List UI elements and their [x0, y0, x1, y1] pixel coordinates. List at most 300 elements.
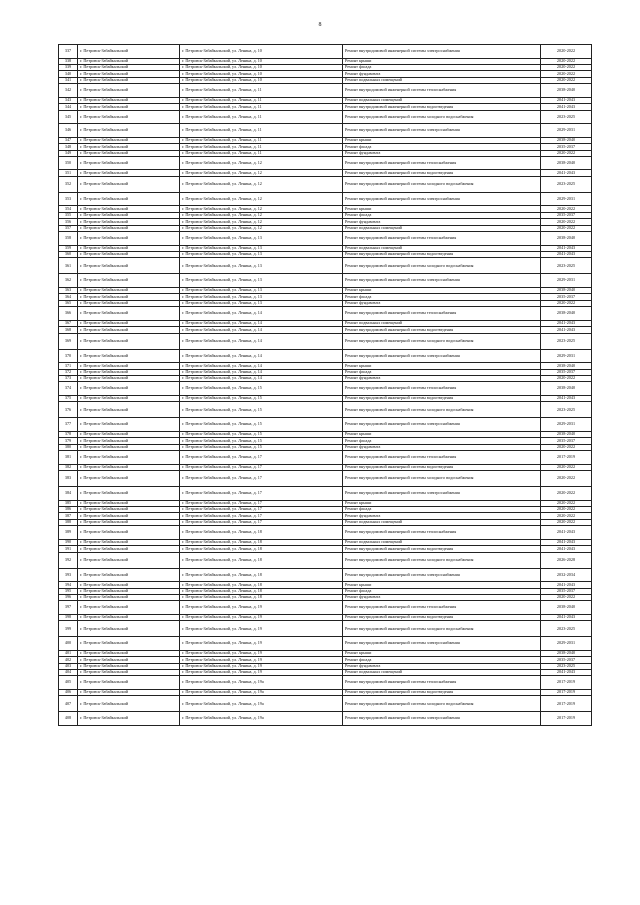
row-number-cell: 397 — [59, 601, 78, 615]
work-type-cell: Ремонт внутридомовой инженерной системы холодного водоснабжения — [343, 402, 541, 418]
address-cell: г. Петровск-Забайкальский, ул. Ленина, д. 10 — [180, 64, 343, 70]
address-cell: г. Петровск-Забайкальский, ул. Ленина, д. 11 — [180, 150, 343, 156]
municipality-cell: г. Петровск-Забайкальский — [78, 431, 180, 437]
work-type-cell: Ремонт крыши — [343, 582, 541, 588]
municipality-cell: г. Петровск-Забайкальский — [78, 712, 180, 726]
row-number-cell: 365 — [59, 300, 78, 306]
period-cell: 2029-2031 — [541, 637, 592, 651]
table-row — [59, 110, 592, 124]
period-cell: 2038-2040 — [541, 156, 592, 170]
work-type-cell: Ремонт внутридомовой инженерной системы холодного водоснабжения — [343, 696, 541, 712]
work-type-cell: Ремонт внутридомовой инженерной системы электроснабжения — [343, 568, 541, 582]
work-type-cell: Ремонт крыши — [343, 206, 541, 212]
row-number-cell: 395 — [59, 588, 78, 594]
work-type-cell: Ремонт внутридомовой инженерной системы водоотведения — [343, 170, 541, 176]
address-cell: г. Петровск-Забайкальский, ул. Ленина, д. 13 — [180, 274, 343, 288]
period-cell: 2035-2037 — [541, 657, 592, 663]
row-number-cell: 389 — [59, 526, 78, 540]
municipality-cell: г. Петровск-Забайкальский — [78, 418, 180, 432]
row-number-cell: 381 — [59, 451, 78, 465]
address-cell: г. Петровск-Забайкальский, ул. Ленина, д. 19а — [180, 696, 343, 712]
work-type-cell: Ремонт внутридомовой инженерной системы электроснабжения — [343, 45, 541, 59]
work-type-cell: Ремонт внутридомовой инженерной системы теплоснабжения — [343, 676, 541, 690]
row-number-cell: 343 — [59, 97, 78, 103]
row-number-cell: 342 — [59, 84, 78, 98]
period-cell: 2020-2022 — [541, 64, 592, 70]
period-cell: 2020-2022 — [541, 464, 592, 470]
municipality-cell: г. Петровск-Забайкальский — [78, 526, 180, 540]
address-cell: г. Петровск-Забайкальский, ул. Ленина, д. 17 — [180, 507, 343, 513]
municipality-cell: г. Петровск-Забайкальский — [78, 258, 180, 274]
table-row — [59, 637, 592, 651]
period-cell: 2017-2019 — [541, 696, 592, 712]
work-type-cell: Ремонт подвальных помещений — [343, 77, 541, 83]
period-cell: 2020-2022 — [541, 58, 592, 64]
period-cell: 2041-2043 — [541, 320, 592, 326]
municipality-cell: г. Петровск-Забайкальский — [78, 232, 180, 246]
work-type-cell: Ремонт подвальных помещений — [343, 320, 541, 326]
address-cell: г. Петровск-Забайкальский, ул. Ленина, д. 13 — [180, 300, 343, 306]
address-cell: г. Петровск-Забайкальский, ул. Ленина, д. 18 — [180, 552, 343, 568]
row-number-cell: 363 — [59, 288, 78, 294]
work-type-cell: Ремонт фасада — [343, 212, 541, 218]
period-cell: 2038-2040 — [541, 431, 592, 437]
period-cell: 2041-2043 — [541, 614, 592, 620]
address-cell: г. Петровск-Забайкальский, ул. Ленина, д. 19 — [180, 637, 343, 651]
address-cell: г. Петровск-Забайкальский, ул. Ленина, д. 19 — [180, 614, 343, 620]
work-type-cell: Ремонт подвальных помещений — [343, 245, 541, 251]
table-row — [59, 333, 592, 349]
municipality-cell: г. Петровск-Забайкальский — [78, 71, 180, 77]
municipality-cell: г. Петровск-Забайкальский — [78, 594, 180, 600]
row-number-cell: 339 — [59, 64, 78, 70]
address-cell: г. Петровск-Забайкальский, ул. Ленина, д. 12 — [180, 219, 343, 225]
address-cell: г. Петровск-Забайкальский, ул. Ленина, д. 19 — [180, 663, 343, 669]
municipality-cell: г. Петровск-Забайкальский — [78, 382, 180, 396]
address-cell: г. Петровск-Забайкальский, ул. Ленина, д. 13 — [180, 258, 343, 274]
period-cell: 2020-2022 — [541, 500, 592, 506]
work-type-cell: Ремонт крыши — [343, 288, 541, 294]
work-type-cell: Ремонт фундамента — [343, 375, 541, 381]
work-type-cell: Ремонт внутридомовой инженерной системы холодного водоснабжения — [343, 176, 541, 192]
municipality-cell: г. Петровск-Забайкальский — [78, 621, 180, 637]
municipality-cell: г. Петровск-Забайкальский — [78, 176, 180, 192]
work-type-cell: Ремонт внутридомовой инженерной системы водоотведения — [343, 104, 541, 110]
work-type-cell: Ремонт внутридомовой инженерной системы водоотведения — [343, 395, 541, 401]
row-number-cell: 374 — [59, 382, 78, 396]
address-cell: г. Петровск-Забайкальский, ул. Ленина, д. 15 — [180, 444, 343, 450]
row-number-cell: 375 — [59, 395, 78, 401]
period-cell: 2029-2031 — [541, 274, 592, 288]
table-row — [59, 451, 592, 465]
address-cell: г. Петровск-Забайкальский, ул. Ленина, д. 14 — [180, 307, 343, 321]
work-type-cell: Ремонт внутридомовой инженерной системы водоотведения — [343, 546, 541, 552]
municipality-cell: г. Петровск-Забайкальский — [78, 144, 180, 150]
municipality-cell: г. Петровск-Забайкальский — [78, 690, 180, 696]
municipality-cell: г. Петровск-Забайкальский — [78, 192, 180, 206]
work-type-cell: Ремонт внутридомовой инженерной системы электроснабжения — [343, 712, 541, 726]
row-number-cell: 394 — [59, 582, 78, 588]
address-cell: г. Петровск-Забайкальский, ул. Ленина, д. 12 — [180, 192, 343, 206]
address-cell: г. Петровск-Забайкальский, ул. Ленина, д. 13 — [180, 288, 343, 294]
row-number-cell: 370 — [59, 349, 78, 363]
address-cell: г. Петровск-Забайкальский, ул. Ленина, д. 14 — [180, 349, 343, 363]
work-type-cell: Ремонт фасада — [343, 588, 541, 594]
address-cell: г. Петровск-Забайкальский, ул. Ленина, д. 10 — [180, 45, 343, 59]
address-cell: г. Петровск-Забайкальский, ул. Ленина, д. 15 — [180, 382, 343, 396]
municipality-cell: г. Петровск-Забайкальский — [78, 601, 180, 615]
period-cell: 2041-2043 — [541, 170, 592, 176]
address-cell: г. Петровск-Забайкальский, ул. Ленина, д. 14 — [180, 327, 343, 333]
municipality-cell: г. Петровск-Забайкальский — [78, 307, 180, 321]
address-cell: г. Петровск-Забайкальский, ул. Ленина, д. 15 — [180, 402, 343, 418]
municipality-cell: г. Петровск-Забайкальский — [78, 274, 180, 288]
address-cell: г. Петровск-Забайкальский, ул. Ленина, д. 17 — [180, 464, 343, 470]
municipality-cell: г. Петровск-Забайкальский — [78, 546, 180, 552]
address-cell: г. Петровск-Забайкальский, ул. Ленина, д. 15 — [180, 395, 343, 401]
address-cell: г. Петровск-Забайкальский, ул. Ленина, д. 12 — [180, 212, 343, 218]
municipality-cell: г. Петровск-Забайкальский — [78, 582, 180, 588]
row-number-cell: 349 — [59, 150, 78, 156]
municipality-cell: г. Петровск-Забайкальский — [78, 451, 180, 465]
work-type-cell: Ремонт фундамента — [343, 219, 541, 225]
period-cell: 2023-2025 — [541, 333, 592, 349]
row-number-cell: 388 — [59, 519, 78, 525]
table-row — [59, 487, 592, 501]
period-cell: 2035-2037 — [541, 212, 592, 218]
municipality-cell: г. Петровск-Забайкальский — [78, 212, 180, 218]
row-number-cell: 350 — [59, 156, 78, 170]
address-cell: г. Петровск-Забайкальский, ул. Ленина, д. 15 — [180, 438, 343, 444]
row-number-cell: 401 — [59, 650, 78, 656]
municipality-cell: г. Петровск-Забайкальский — [78, 137, 180, 143]
period-cell: 2038-2040 — [541, 288, 592, 294]
address-cell: г. Петровск-Забайкальский, ул. Ленина, д. 14 — [180, 333, 343, 349]
row-number-cell: 386 — [59, 507, 78, 513]
period-cell: 2017-2019 — [541, 712, 592, 726]
row-number-cell: 351 — [59, 170, 78, 176]
table-row — [59, 601, 592, 615]
period-cell: 2041-2043 — [541, 395, 592, 401]
period-cell: 2020-2022 — [541, 519, 592, 525]
row-number-cell: 337 — [59, 45, 78, 59]
work-type-cell: Ремонт внутридомовой инженерной системы теплоснабжения — [343, 526, 541, 540]
table-body — [59, 45, 592, 726]
table-row — [59, 192, 592, 206]
work-type-cell: Ремонт крыши — [343, 650, 541, 656]
work-type-cell: Ремонт внутридомовой инженерной системы водоотведения — [343, 464, 541, 470]
address-cell: г. Петровск-Забайкальский, ул. Ленина, д. 12 — [180, 170, 343, 176]
work-type-cell: Ремонт подвальных помещений — [343, 225, 541, 231]
municipality-cell: г. Петровск-Забайкальский — [78, 507, 180, 513]
period-cell: 2020-2022 — [541, 45, 592, 59]
work-type-cell: Ремонт фасада — [343, 369, 541, 375]
address-cell: г. Петровск-Забайкальский, ул. Ленина, д. 18 — [180, 582, 343, 588]
work-type-cell: Ремонт внутридомовой инженерной системы теплоснабжения — [343, 601, 541, 615]
page-number: 8 — [318, 22, 322, 28]
period-cell: 2017-2019 — [541, 451, 592, 465]
municipality-cell: г. Петровск-Забайкальский — [78, 252, 180, 258]
municipality-cell: г. Петровск-Забайкальский — [78, 588, 180, 594]
row-number-cell: 396 — [59, 594, 78, 600]
address-cell: г. Петровск-Забайкальский, ул. Ленина, д. 17 — [180, 487, 343, 501]
period-cell: 2041-2043 — [541, 582, 592, 588]
work-type-cell: Ремонт фасада — [343, 144, 541, 150]
work-type-cell: Ремонт подвальных помещений — [343, 519, 541, 525]
row-number-cell: 380 — [59, 444, 78, 450]
period-cell: 2020-2022 — [541, 444, 592, 450]
row-number-cell: 391 — [59, 546, 78, 552]
address-cell: г. Петровск-Забайкальский, ул. Ленина, д. 11 — [180, 137, 343, 143]
repair-schedule-table — [58, 44, 592, 726]
row-number-cell: 354 — [59, 206, 78, 212]
period-cell: 2038-2040 — [541, 84, 592, 98]
row-number-cell: 404 — [59, 670, 78, 676]
municipality-cell: г. Петровск-Забайкальский — [78, 487, 180, 501]
municipality-cell: г. Петровск-Забайкальский — [78, 568, 180, 582]
period-cell: 2032-2034 — [541, 568, 592, 582]
municipality-cell: г. Петровск-Забайкальский — [78, 375, 180, 381]
row-number-cell: 357 — [59, 225, 78, 231]
work-type-cell: Ремонт фасада — [343, 657, 541, 663]
work-type-cell: Ремонт внутридомовой инженерной системы водоотведения — [343, 690, 541, 696]
address-cell: г. Петровск-Забайкальский, ул. Ленина, д. 19 — [180, 670, 343, 676]
work-type-cell: Ремонт фундамента — [343, 71, 541, 77]
municipality-cell: г. Петровск-Забайкальский — [78, 97, 180, 103]
work-type-cell: Ремонт фундамента — [343, 150, 541, 156]
table-row — [59, 45, 592, 59]
row-number-cell: 402 — [59, 657, 78, 663]
work-type-cell: Ремонт фасада — [343, 507, 541, 513]
work-type-cell: Ремонт фасада — [343, 438, 541, 444]
period-cell: 2017-2019 — [541, 676, 592, 690]
row-number-cell: 384 — [59, 487, 78, 501]
period-cell: 2020-2022 — [541, 513, 592, 519]
address-cell: г. Петровск-Забайкальский, ул. Ленина, д. 17 — [180, 451, 343, 465]
row-number-cell: 383 — [59, 471, 78, 487]
row-number-cell: 347 — [59, 137, 78, 143]
table-row — [59, 258, 592, 274]
table-row — [59, 568, 592, 582]
period-cell: 2035-2037 — [541, 369, 592, 375]
table-row — [59, 232, 592, 246]
table-row — [59, 176, 592, 192]
address-cell: г. Петровск-Забайкальский, ул. Ленина, д. 11 — [180, 110, 343, 124]
work-type-cell: Ремонт крыши — [343, 363, 541, 369]
row-number-cell: 393 — [59, 568, 78, 582]
work-type-cell: Ремонт фундамента — [343, 594, 541, 600]
municipality-cell: г. Петровск-Забайкальский — [78, 614, 180, 620]
row-number-cell: 400 — [59, 637, 78, 651]
row-number-cell: 390 — [59, 539, 78, 545]
row-number-cell: 369 — [59, 333, 78, 349]
address-cell: г. Петровск-Забайкальский, ул. Ленина, д. 12 — [180, 206, 343, 212]
row-number-cell: 372 — [59, 369, 78, 375]
period-cell: 2041-2043 — [541, 539, 592, 545]
period-cell: 2023-2025 — [541, 176, 592, 192]
period-cell: 2038-2040 — [541, 137, 592, 143]
row-number-cell: 360 — [59, 252, 78, 258]
work-type-cell: Ремонт фасада — [343, 64, 541, 70]
row-number-cell: 355 — [59, 212, 78, 218]
municipality-cell: г. Петровск-Забайкальский — [78, 84, 180, 98]
row-number-cell: 399 — [59, 621, 78, 637]
work-type-cell: Ремонт внутридомовой инженерной системы электроснабжения — [343, 124, 541, 138]
row-number-cell: 366 — [59, 307, 78, 321]
row-number-cell: 371 — [59, 363, 78, 369]
address-cell: г. Петровск-Забайкальский, ул. Ленина, д. 10 — [180, 58, 343, 64]
period-cell: 2029-2031 — [541, 124, 592, 138]
row-number-cell: 344 — [59, 104, 78, 110]
work-type-cell: Ремонт внутридомовой инженерной системы теплоснабжения — [343, 156, 541, 170]
work-type-cell: Ремонт крыши — [343, 58, 541, 64]
period-cell: 2020-2022 — [541, 487, 592, 501]
work-type-cell: Ремонт внутридомовой инженерной системы водоотведения — [343, 252, 541, 258]
work-type-cell: Ремонт внутридомовой инженерной системы теплоснабжения — [343, 307, 541, 321]
address-cell: г. Петровск-Забайкальский, ул. Ленина, д. 19 — [180, 621, 343, 637]
municipality-cell: г. Петровск-Забайкальский — [78, 395, 180, 401]
table-row — [59, 307, 592, 321]
municipality-cell: г. Петровск-Забайкальский — [78, 333, 180, 349]
table-row — [59, 156, 592, 170]
period-cell: 2038-2040 — [541, 650, 592, 656]
municipality-cell: г. Петровск-Забайкальский — [78, 369, 180, 375]
address-cell: г. Петровск-Забайкальский, ул. Ленина, д. 18 — [180, 594, 343, 600]
period-cell: 2041-2043 — [541, 526, 592, 540]
period-cell: 2038-2040 — [541, 382, 592, 396]
row-number-cell: 341 — [59, 77, 78, 83]
work-type-cell: Ремонт внутридомовой инженерной системы электроснабжения — [343, 192, 541, 206]
municipality-cell: г. Петровск-Забайкальский — [78, 500, 180, 506]
row-number-cell: 346 — [59, 124, 78, 138]
work-type-cell: Ремонт внутридомовой инженерной системы холодного водоснабжения — [343, 110, 541, 124]
period-cell: 2020-2022 — [541, 225, 592, 231]
address-cell: г. Петровск-Забайкальский, ул. Ленина, д. 10 — [180, 77, 343, 83]
period-cell: 2020-2022 — [541, 71, 592, 77]
municipality-cell: г. Петровск-Забайкальский — [78, 650, 180, 656]
address-cell: г. Петровск-Забайкальский, ул. Ленина, д. 14 — [180, 320, 343, 326]
table-row — [59, 471, 592, 487]
address-cell: г. Петровск-Забайкальский, ул. Ленина, д. 15 — [180, 418, 343, 432]
municipality-cell: г. Петровск-Забайкальский — [78, 464, 180, 470]
period-cell: 2038-2040 — [541, 601, 592, 615]
work-type-cell: Ремонт внутридомовой инженерной системы холодного водоснабжения — [343, 258, 541, 274]
row-number-cell: 382 — [59, 464, 78, 470]
row-number-cell: 364 — [59, 294, 78, 300]
address-cell: г. Петровск-Забайкальский, ул. Ленина, д. 19 — [180, 657, 343, 663]
municipality-cell: г. Петровск-Забайкальский — [78, 45, 180, 59]
period-cell: 2023-2025 — [541, 663, 592, 669]
municipality-cell: г. Петровск-Забайкальский — [78, 663, 180, 669]
municipality-cell: г. Петровск-Забайкальский — [78, 552, 180, 568]
period-cell: 2035-2037 — [541, 588, 592, 594]
work-type-cell: Ремонт внутридомовой инженерной системы теплоснабжения — [343, 84, 541, 98]
municipality-cell: г. Петровск-Забайкальский — [78, 402, 180, 418]
address-cell: г. Петровск-Забайкальский, ул. Ленина, д. 11 — [180, 84, 343, 98]
work-type-cell: Ремонт подвальных помещений — [343, 670, 541, 676]
table-row — [59, 274, 592, 288]
row-number-cell: 368 — [59, 327, 78, 333]
address-cell: г. Петровск-Забайкальский, ул. Ленина, д. 13 — [180, 252, 343, 258]
address-cell: г. Петровск-Забайкальский, ул. Ленина, д. 17 — [180, 519, 343, 525]
row-number-cell: 348 — [59, 144, 78, 150]
municipality-cell: г. Петровск-Забайкальский — [78, 288, 180, 294]
row-number-cell: 385 — [59, 500, 78, 506]
municipality-cell: г. Петровск-Забайкальский — [78, 64, 180, 70]
period-cell: 2020-2022 — [541, 77, 592, 83]
period-cell: 2023-2025 — [541, 258, 592, 274]
work-type-cell: Ремонт внутридомовой инженерной системы теплоснабжения — [343, 382, 541, 396]
municipality-cell: г. Петровск-Забайкальский — [78, 225, 180, 231]
period-cell: 2035-2037 — [541, 438, 592, 444]
address-cell: г. Петровск-Забайкальский, ул. Ленина, д. 15 — [180, 431, 343, 437]
address-cell: г. Петровск-Забайкальский, ул. Ленина, д. 17 — [180, 500, 343, 506]
address-cell: г. Петровск-Забайкальский, ул. Ленина, д. 17 — [180, 471, 343, 487]
address-cell: г. Петровск-Забайкальский, ул. Ленина, д. 18 — [180, 568, 343, 582]
row-number-cell: 398 — [59, 614, 78, 620]
row-number-cell: 373 — [59, 375, 78, 381]
work-type-cell: Ремонт крыши — [343, 500, 541, 506]
municipality-cell: г. Петровск-Забайкальский — [78, 156, 180, 170]
address-cell: г. Петровск-Забайкальский, ул. Ленина, д. 19а — [180, 712, 343, 726]
table-row — [59, 552, 592, 568]
municipality-cell: г. Петровск-Забайкальский — [78, 294, 180, 300]
work-type-cell: Ремонт крыши — [343, 137, 541, 143]
municipality-cell: г. Петровск-Забайкальский — [78, 637, 180, 651]
period-cell: 2017-2019 — [541, 690, 592, 696]
work-type-cell: Ремонт крыши — [343, 431, 541, 437]
work-type-cell: Ремонт внутридомовой инженерной системы электроснабжения — [343, 487, 541, 501]
table-row — [59, 696, 592, 712]
municipality-cell: г. Петровск-Забайкальский — [78, 206, 180, 212]
municipality-cell: г. Петровск-Забайкальский — [78, 539, 180, 545]
work-type-cell: Ремонт фасада — [343, 294, 541, 300]
municipality-cell: г. Петровск-Забайкальский — [78, 104, 180, 110]
municipality-cell: г. Петровск-Забайкальский — [78, 670, 180, 676]
municipality-cell: г. Петровск-Забайкальский — [78, 150, 180, 156]
period-cell: 2038-2040 — [541, 232, 592, 246]
address-cell: г. Петровск-Забайкальский, ул. Ленина, д. 18 — [180, 539, 343, 545]
municipality-cell: г. Петровск-Забайкальский — [78, 349, 180, 363]
work-type-cell: Ремонт фундамента — [343, 663, 541, 669]
municipality-cell: г. Петровск-Забайкальский — [78, 77, 180, 83]
address-cell: г. Петровск-Забайкальский, ул. Ленина, д. 19 — [180, 601, 343, 615]
table-row — [59, 402, 592, 418]
address-cell: г. Петровск-Забайкальский, ул. Ленина, д. 12 — [180, 225, 343, 231]
row-number-cell: 359 — [59, 245, 78, 251]
address-cell: г. Петровск-Забайкальский, ул. Ленина, д. 14 — [180, 363, 343, 369]
address-cell: г. Петровск-Забайкальский, ул. Ленина, д. 19а — [180, 690, 343, 696]
row-number-cell: 407 — [59, 696, 78, 712]
period-cell: 2041-2043 — [541, 670, 592, 676]
table-row — [59, 621, 592, 637]
municipality-cell: г. Петровск-Забайкальский — [78, 363, 180, 369]
period-cell: 2023-2025 — [541, 110, 592, 124]
row-number-cell: 362 — [59, 274, 78, 288]
period-cell: 2023-2025 — [541, 621, 592, 637]
period-cell: 2041-2043 — [541, 97, 592, 103]
work-type-cell: Ремонт внутридомовой инженерной системы электроснабжения — [343, 349, 541, 363]
address-cell: г. Петровск-Забайкальский, ул. Ленина, д. 19а — [180, 676, 343, 690]
municipality-cell: г. Петровск-Забайкальский — [78, 513, 180, 519]
row-number-cell: 387 — [59, 513, 78, 519]
work-type-cell: Ремонт внутридомовой инженерной системы электроснабжения — [343, 274, 541, 288]
municipality-cell: г. Петровск-Забайкальский — [78, 320, 180, 326]
period-cell: 2020-2022 — [541, 300, 592, 306]
municipality-cell: г. Петровск-Забайкальский — [78, 124, 180, 138]
address-cell: г. Петровск-Забайкальский, ул. Ленина, д. 19 — [180, 650, 343, 656]
row-number-cell: 406 — [59, 690, 78, 696]
